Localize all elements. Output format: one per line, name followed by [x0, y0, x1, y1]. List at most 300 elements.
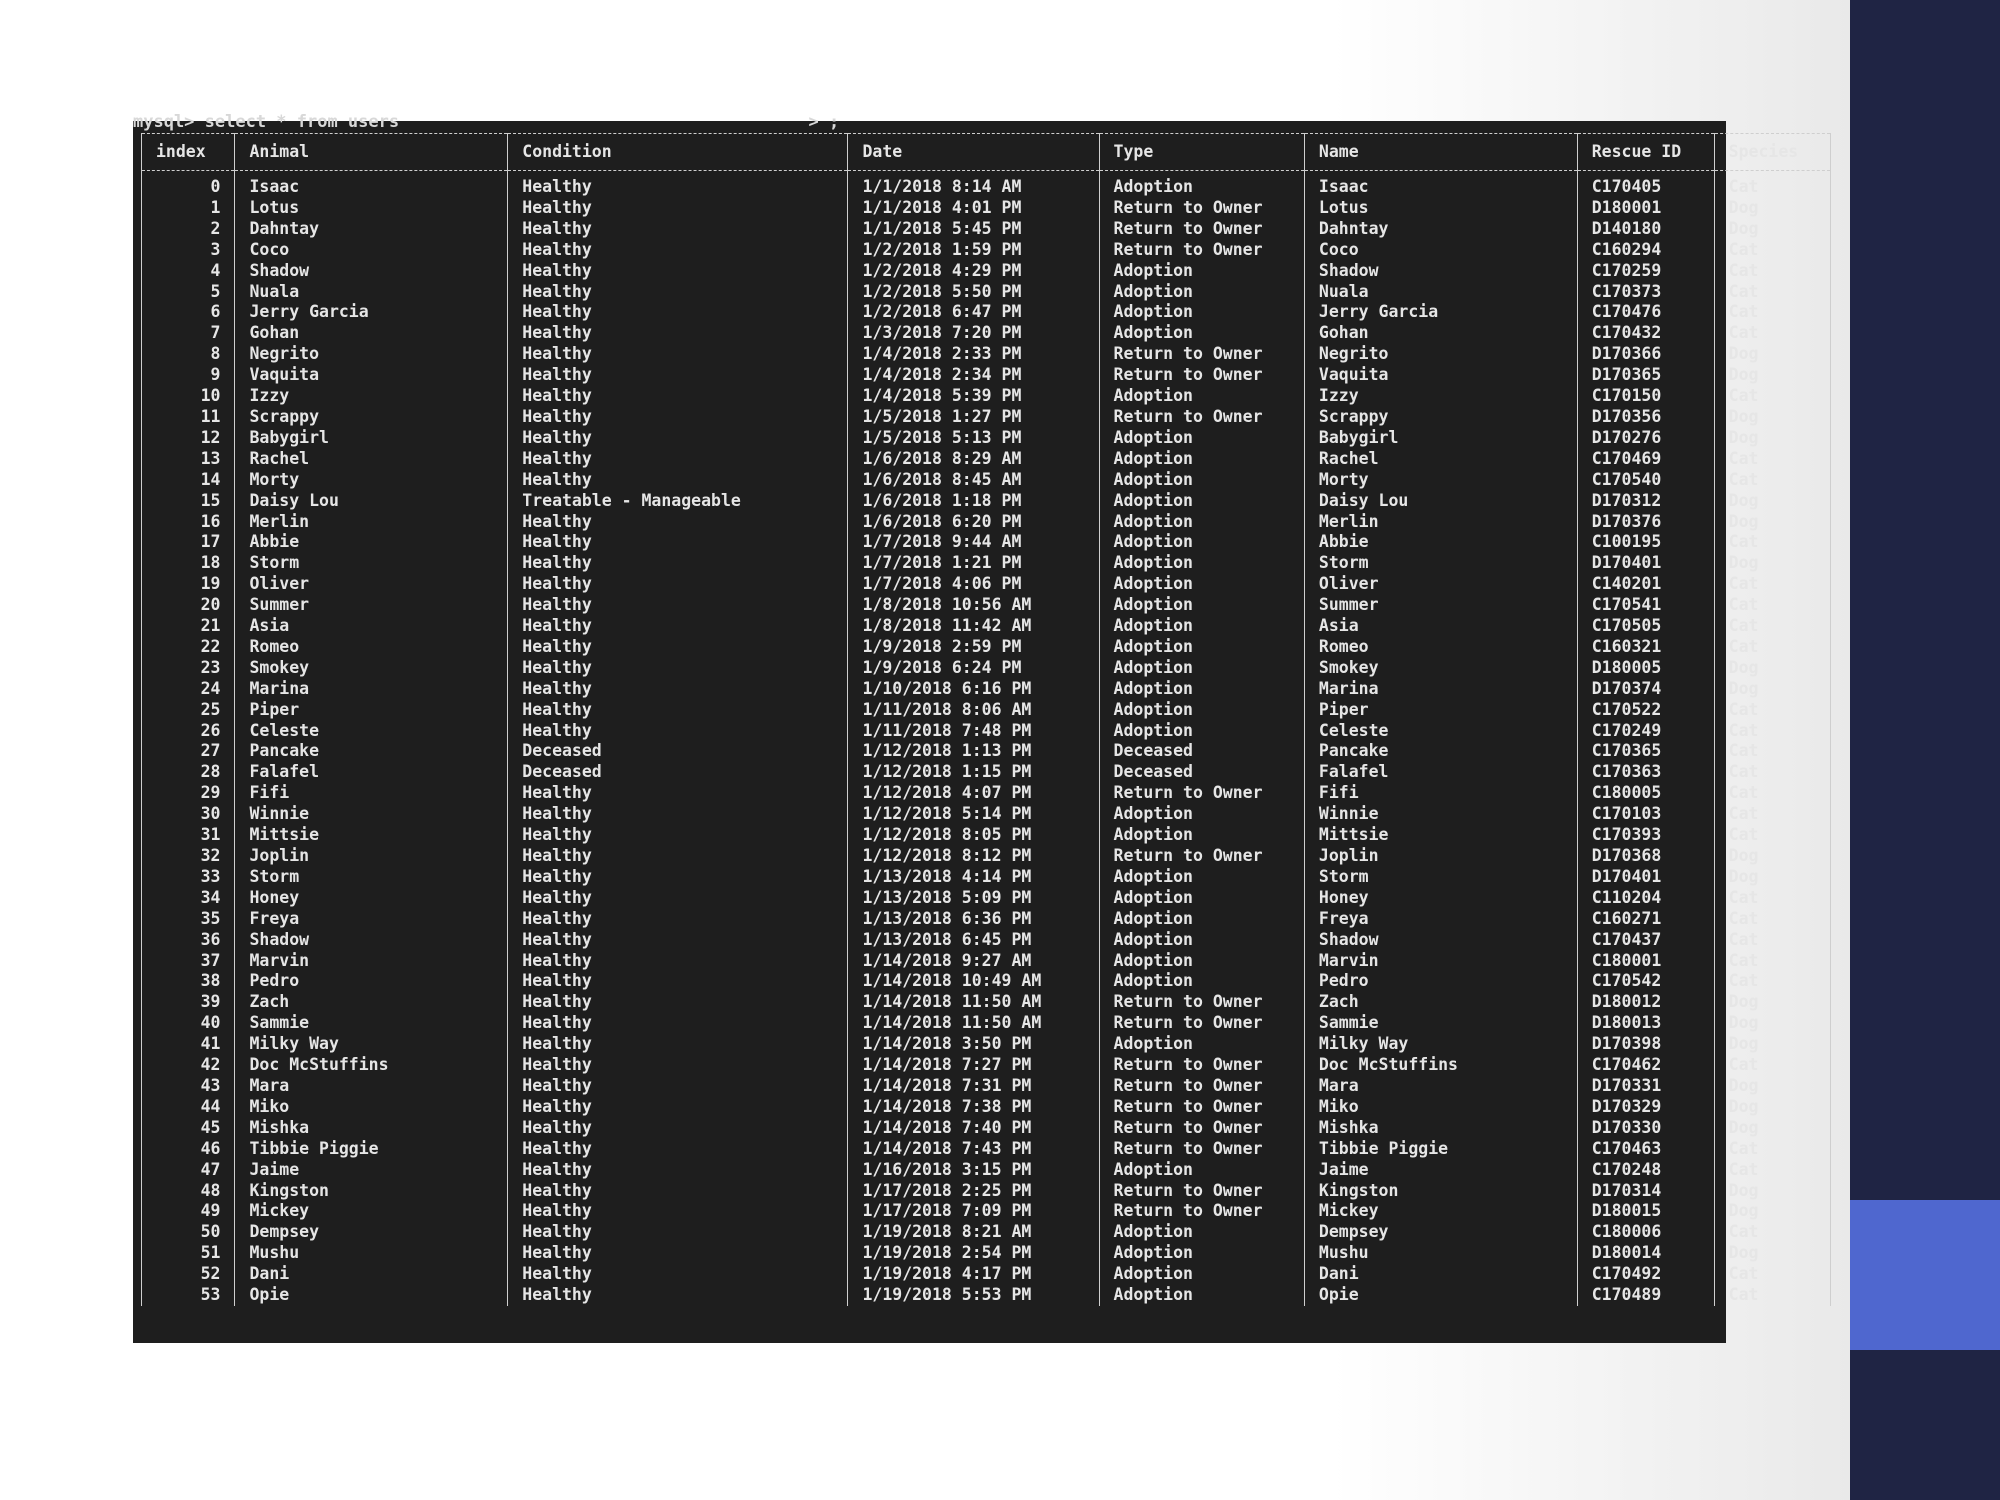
cell-animal: Gohan [235, 323, 508, 344]
cell-index: 46 [142, 1139, 235, 1160]
cell-condition: Healthy [508, 512, 848, 533]
cell-species: Cat [1714, 721, 1830, 742]
cell-condition: Healthy [508, 470, 848, 491]
cell-species: Cat [1714, 323, 1830, 344]
cell-rescue-id: C170432 [1577, 323, 1714, 344]
column-header-rescue-id: Rescue ID [1577, 134, 1714, 171]
cell-condition: Healthy [508, 323, 848, 344]
cell-index: 16 [142, 512, 235, 533]
cell-type: Adoption [1099, 888, 1304, 909]
cell-animal: Daisy Lou [235, 491, 508, 512]
cell-index: 1 [142, 198, 235, 219]
cell-animal: Vaquita [235, 365, 508, 386]
cell-animal: Summer [235, 595, 508, 616]
cell-type: Adoption [1099, 323, 1304, 344]
cell-index: 53 [142, 1285, 235, 1306]
cell-rescue-id: D170329 [1577, 1097, 1714, 1118]
cell-date: 1/4/2018 2:33 PM [848, 344, 1099, 365]
table-row [142, 741, 1831, 762]
table-row [142, 1013, 1831, 1034]
cell-rescue-id: C100195 [1577, 532, 1714, 553]
cell-condition: Healthy [508, 1139, 848, 1160]
cell-date: 1/17/2018 2:25 PM [848, 1181, 1099, 1202]
table-row [142, 971, 1831, 992]
cell-type: Adoption [1099, 512, 1304, 533]
cell-rescue-id: C170365 [1577, 741, 1714, 762]
cell-species: Cat [1714, 1139, 1830, 1160]
cell-rescue-id: C170462 [1577, 1055, 1714, 1076]
cell-rescue-id: C170363 [1577, 762, 1714, 783]
cell-name: Sammie [1304, 1013, 1577, 1034]
cell-condition: Healthy [508, 282, 848, 303]
cell-animal: Merlin [235, 512, 508, 533]
cell-name: Tibbie Piggie [1304, 1139, 1577, 1160]
table-row [142, 888, 1831, 909]
table-row [142, 951, 1831, 972]
cell-index: 2 [142, 219, 235, 240]
cell-index: 38 [142, 971, 235, 992]
cell-type: Adoption [1099, 951, 1304, 972]
cell-date: 1/13/2018 5:09 PM [848, 888, 1099, 909]
cell-species: Cat [1714, 951, 1830, 972]
cell-condition: Healthy [508, 302, 848, 323]
cell-name: Milky Way [1304, 1034, 1577, 1055]
cell-rescue-id: C170476 [1577, 302, 1714, 323]
cell-species: Cat [1714, 574, 1830, 595]
cell-name: Mishka [1304, 1118, 1577, 1139]
cell-type: Adoption [1099, 1034, 1304, 1055]
cell-date: 1/12/2018 5:14 PM [848, 804, 1099, 825]
cell-animal: Marvin [235, 951, 508, 972]
cell-animal: Dani [235, 1264, 508, 1285]
cell-type: Adoption [1099, 679, 1304, 700]
cell-name: Doc McStuffins [1304, 1055, 1577, 1076]
table-row [142, 198, 1831, 219]
cell-condition: Healthy [508, 1118, 848, 1139]
cell-name: Nuala [1304, 282, 1577, 303]
cell-type: Return to Owner [1099, 365, 1304, 386]
cell-index: 32 [142, 846, 235, 867]
cell-type: Adoption [1099, 1264, 1304, 1285]
cell-name: Mara [1304, 1076, 1577, 1097]
cell-type: Adoption [1099, 302, 1304, 323]
cell-index: 45 [142, 1118, 235, 1139]
sql-command-line: mysql> select * from users > ; [133, 112, 840, 132]
cell-name: Mushu [1304, 1243, 1577, 1264]
cell-animal: Freya [235, 909, 508, 930]
table-row [142, 1118, 1831, 1139]
cell-date: 1/11/2018 7:48 PM [848, 721, 1099, 742]
table-row [142, 219, 1831, 240]
cell-animal: Izzy [235, 386, 508, 407]
table-row [142, 553, 1831, 574]
cell-date: 1/1/2018 4:01 PM [848, 198, 1099, 219]
table-row [142, 282, 1831, 303]
cell-type: Deceased [1099, 741, 1304, 762]
cell-animal: Jaime [235, 1160, 508, 1181]
cell-species: Dog [1714, 491, 1830, 512]
cell-animal: Scrappy [235, 407, 508, 428]
cell-species: Cat [1714, 637, 1830, 658]
cell-animal: Kingston [235, 1181, 508, 1202]
cell-type: Adoption [1099, 470, 1304, 491]
cell-date: 1/14/2018 7:31 PM [848, 1076, 1099, 1097]
cell-species: Dog [1714, 365, 1830, 386]
cell-species: Dog [1714, 1013, 1830, 1034]
cell-date: 1/19/2018 8:21 AM [848, 1222, 1099, 1243]
cell-date: 1/19/2018 4:17 PM [848, 1264, 1099, 1285]
cell-animal: Pancake [235, 741, 508, 762]
cell-type: Return to Owner [1099, 240, 1304, 261]
table-row [142, 470, 1831, 491]
cell-name: Kingston [1304, 1181, 1577, 1202]
table-row [142, 240, 1831, 261]
cell-name: Falafel [1304, 762, 1577, 783]
cell-type: Adoption [1099, 700, 1304, 721]
table-row [142, 1201, 1831, 1222]
cell-animal: Dempsey [235, 1222, 508, 1243]
cell-species: Dog [1714, 992, 1830, 1013]
cell-index: 37 [142, 951, 235, 972]
cell-species: Dog [1714, 1076, 1830, 1097]
table-row [142, 762, 1831, 783]
cell-date: 1/3/2018 7:20 PM [848, 323, 1099, 344]
cell-condition: Healthy [508, 574, 848, 595]
cell-date: 1/13/2018 6:36 PM [848, 909, 1099, 930]
cell-animal: Falafel [235, 762, 508, 783]
cell-name: Marina [1304, 679, 1577, 700]
table-row [142, 1034, 1831, 1055]
cell-species: Cat [1714, 1222, 1830, 1243]
cell-index: 40 [142, 1013, 235, 1034]
table-row [142, 930, 1831, 951]
cell-rescue-id: C160294 [1577, 240, 1714, 261]
cell-type: Adoption [1099, 177, 1304, 198]
cell-condition: Healthy [508, 177, 848, 198]
cell-animal: Rachel [235, 449, 508, 470]
cell-name: Honey [1304, 888, 1577, 909]
cell-animal: Negrito [235, 344, 508, 365]
table-row [142, 428, 1831, 449]
cell-index: 7 [142, 323, 235, 344]
cell-species: Cat [1714, 282, 1830, 303]
cell-rescue-id: C170405 [1577, 177, 1714, 198]
cell-species: Cat [1714, 261, 1830, 282]
cell-index: 24 [142, 679, 235, 700]
cell-animal: Asia [235, 616, 508, 637]
cell-index: 18 [142, 553, 235, 574]
cell-type: Adoption [1099, 491, 1304, 512]
table-row [142, 825, 1831, 846]
cell-condition: Healthy [508, 532, 848, 553]
cell-rescue-id: C170463 [1577, 1139, 1714, 1160]
cell-type: Adoption [1099, 428, 1304, 449]
cell-type: Adoption [1099, 804, 1304, 825]
cell-type: Adoption [1099, 449, 1304, 470]
cell-index: 0 [142, 177, 235, 198]
cell-species: Cat [1714, 240, 1830, 261]
cell-type: Return to Owner [1099, 846, 1304, 867]
table-row [142, 700, 1831, 721]
cell-animal: Dahntay [235, 219, 508, 240]
cell-index: 47 [142, 1160, 235, 1181]
cell-species: Cat [1714, 825, 1830, 846]
cell-condition: Healthy [508, 1181, 848, 1202]
cell-type: Return to Owner [1099, 992, 1304, 1013]
cell-type: Return to Owner [1099, 1201, 1304, 1222]
cell-rescue-id: C170522 [1577, 700, 1714, 721]
cell-rescue-id: C170489 [1577, 1285, 1714, 1306]
cell-condition: Treatable - Manageable [508, 491, 848, 512]
cell-species: Dog [1714, 1118, 1830, 1139]
cell-name: Marvin [1304, 951, 1577, 972]
cell-species: Cat [1714, 595, 1830, 616]
cell-condition: Healthy [508, 992, 848, 1013]
cell-index: 19 [142, 574, 235, 595]
cell-species: Cat [1714, 971, 1830, 992]
table-header-row [142, 134, 1831, 171]
table-row [142, 846, 1831, 867]
cell-rescue-id: D170376 [1577, 512, 1714, 533]
cell-condition: Healthy [508, 365, 848, 386]
cell-type: Adoption [1099, 971, 1304, 992]
cell-type: Return to Owner [1099, 1055, 1304, 1076]
cell-rescue-id: D170330 [1577, 1118, 1714, 1139]
slide-side-accent [1850, 1200, 2000, 1350]
cell-rescue-id: C170437 [1577, 930, 1714, 951]
cell-species: Cat [1714, 909, 1830, 930]
cell-animal: Piper [235, 700, 508, 721]
cell-condition: Healthy [508, 909, 848, 930]
cell-animal: Fifi [235, 783, 508, 804]
cell-name: Piper [1304, 700, 1577, 721]
cell-index: 34 [142, 888, 235, 909]
cell-species: Dog [1714, 867, 1830, 888]
cell-name: Izzy [1304, 386, 1577, 407]
cell-name: Fifi [1304, 783, 1577, 804]
cell-date: 1/7/2018 9:44 AM [848, 532, 1099, 553]
cell-date: 1/14/2018 11:50 AM [848, 992, 1099, 1013]
cell-species: Dog [1714, 344, 1830, 365]
cell-name: Negrito [1304, 344, 1577, 365]
cell-index: 50 [142, 1222, 235, 1243]
cell-rescue-id: D170401 [1577, 867, 1714, 888]
cell-condition: Healthy [508, 1034, 848, 1055]
cell-species: Cat [1714, 177, 1830, 198]
cell-rescue-id: C170248 [1577, 1160, 1714, 1181]
cell-species: Dog [1714, 846, 1830, 867]
cell-index: 28 [142, 762, 235, 783]
cell-rescue-id: C170373 [1577, 282, 1714, 303]
cell-date: 1/1/2018 5:45 PM [848, 219, 1099, 240]
cell-index: 33 [142, 867, 235, 888]
cell-date: 1/12/2018 1:15 PM [848, 762, 1099, 783]
cell-type: Adoption [1099, 532, 1304, 553]
cell-type: Deceased [1099, 762, 1304, 783]
cell-type: Adoption [1099, 909, 1304, 930]
cell-index: 27 [142, 741, 235, 762]
cell-rescue-id: D170366 [1577, 344, 1714, 365]
cell-rescue-id: C170150 [1577, 386, 1714, 407]
cell-rescue-id: D170314 [1577, 1181, 1714, 1202]
cell-name: Morty [1304, 470, 1577, 491]
table-row [142, 804, 1831, 825]
cell-date: 1/6/2018 1:18 PM [848, 491, 1099, 512]
cell-date: 1/6/2018 8:45 AM [848, 470, 1099, 491]
cell-date: 1/9/2018 2:59 PM [848, 637, 1099, 658]
table-row [142, 386, 1831, 407]
cell-rescue-id: D140180 [1577, 219, 1714, 240]
cell-index: 6 [142, 302, 235, 323]
cell-index: 3 [142, 240, 235, 261]
table-row [142, 491, 1831, 512]
cell-type: Return to Owner [1099, 783, 1304, 804]
cell-rescue-id: D170401 [1577, 553, 1714, 574]
cell-date: 1/5/2018 5:13 PM [848, 428, 1099, 449]
table-row [142, 323, 1831, 344]
cell-name: Gohan [1304, 323, 1577, 344]
cell-condition: Healthy [508, 783, 848, 804]
cell-date: 1/10/2018 6:16 PM [848, 679, 1099, 700]
cell-rescue-id: C170103 [1577, 804, 1714, 825]
cell-index: 29 [142, 783, 235, 804]
cell-date: 1/13/2018 4:14 PM [848, 867, 1099, 888]
cell-rescue-id: C110204 [1577, 888, 1714, 909]
cell-rescue-id: C170505 [1577, 616, 1714, 637]
cell-animal: Shadow [235, 261, 508, 282]
cell-species: Dog [1714, 198, 1830, 219]
cell-rescue-id: D170312 [1577, 491, 1714, 512]
cell-rescue-id: C180006 [1577, 1222, 1714, 1243]
cell-condition: Healthy [508, 198, 848, 219]
table-row [142, 1160, 1831, 1181]
cell-date: 1/14/2018 7:38 PM [848, 1097, 1099, 1118]
cell-name: Merlin [1304, 512, 1577, 533]
cell-condition: Healthy [508, 553, 848, 574]
cell-name: Joplin [1304, 846, 1577, 867]
cell-date: 1/16/2018 3:15 PM [848, 1160, 1099, 1181]
cell-name: Jaime [1304, 1160, 1577, 1181]
cell-date: 1/14/2018 9:27 AM [848, 951, 1099, 972]
cell-type: Return to Owner [1099, 1139, 1304, 1160]
table-row [142, 177, 1831, 198]
table-row [142, 449, 1831, 470]
cell-name: Smokey [1304, 658, 1577, 679]
cell-type: Adoption [1099, 825, 1304, 846]
cell-species: Dog [1714, 1181, 1830, 1202]
cell-condition: Healthy [508, 804, 848, 825]
cell-species: Cat [1714, 532, 1830, 553]
cell-rescue-id: C160271 [1577, 909, 1714, 930]
cell-animal: Coco [235, 240, 508, 261]
cell-species: Cat [1714, 386, 1830, 407]
cell-species: Cat [1714, 1264, 1830, 1285]
cell-animal: Pedro [235, 971, 508, 992]
cell-rescue-id: D170276 [1577, 428, 1714, 449]
cell-name: Isaac [1304, 177, 1577, 198]
cell-condition: Healthy [508, 1160, 848, 1181]
cell-animal: Joplin [235, 846, 508, 867]
terminal-screenshot [133, 112, 1799, 1343]
cell-name: Pedro [1304, 971, 1577, 992]
cell-index: 41 [142, 1034, 235, 1055]
table-row [142, 721, 1831, 742]
cell-condition: Healthy [508, 240, 848, 261]
cell-date: 1/12/2018 8:05 PM [848, 825, 1099, 846]
cell-condition: Healthy [508, 219, 848, 240]
cell-species: Cat [1714, 1285, 1830, 1306]
cell-condition: Healthy [508, 1076, 848, 1097]
cell-type: Adoption [1099, 637, 1304, 658]
cell-condition: Healthy [508, 1264, 848, 1285]
cell-animal: Romeo [235, 637, 508, 658]
cell-condition: Healthy [508, 1097, 848, 1118]
cell-rescue-id: C170249 [1577, 721, 1714, 742]
cell-rescue-id: C170492 [1577, 1264, 1714, 1285]
cell-index: 51 [142, 1243, 235, 1264]
cell-condition: Healthy [508, 951, 848, 972]
cell-rescue-id: C170393 [1577, 825, 1714, 846]
cell-name: Winnie [1304, 804, 1577, 825]
cell-animal: Opie [235, 1285, 508, 1306]
cell-condition: Healthy [508, 700, 848, 721]
cell-species: Cat [1714, 762, 1830, 783]
cell-rescue-id: D170331 [1577, 1076, 1714, 1097]
cell-date: 1/2/2018 1:59 PM [848, 240, 1099, 261]
table-row [142, 1076, 1831, 1097]
cell-species: Dog [1714, 407, 1830, 428]
cell-date: 1/14/2018 7:40 PM [848, 1118, 1099, 1139]
cell-species: Dog [1714, 428, 1830, 449]
cell-rescue-id: C160321 [1577, 637, 1714, 658]
cell-index: 5 [142, 282, 235, 303]
cell-species: Dog [1714, 1201, 1830, 1222]
cell-index: 22 [142, 637, 235, 658]
cell-species: Cat [1714, 616, 1830, 637]
cell-condition: Healthy [508, 1055, 848, 1076]
cell-index: 12 [142, 428, 235, 449]
cell-index: 36 [142, 930, 235, 951]
cell-type: Adoption [1099, 553, 1304, 574]
cell-index: 49 [142, 1201, 235, 1222]
cell-animal: Storm [235, 553, 508, 574]
column-header-condition: Condition [508, 134, 848, 171]
cell-date: 1/2/2018 4:29 PM [848, 261, 1099, 282]
cell-type: Return to Owner [1099, 1097, 1304, 1118]
cell-name: Rachel [1304, 449, 1577, 470]
cell-name: Celeste [1304, 721, 1577, 742]
cell-type: Return to Owner [1099, 219, 1304, 240]
cell-condition: Healthy [508, 721, 848, 742]
cell-index: 21 [142, 616, 235, 637]
cell-type: Adoption [1099, 658, 1304, 679]
table-row [142, 407, 1831, 428]
cell-condition: Healthy [508, 846, 848, 867]
cell-name: Mickey [1304, 1201, 1577, 1222]
cell-species: Cat [1714, 741, 1830, 762]
cell-type: Adoption [1099, 386, 1304, 407]
cell-name: Vaquita [1304, 365, 1577, 386]
cell-condition: Healthy [508, 867, 848, 888]
cell-animal: Shadow [235, 930, 508, 951]
cell-index: 30 [142, 804, 235, 825]
table-row [142, 992, 1831, 1013]
cell-name: Zach [1304, 992, 1577, 1013]
cell-name: Shadow [1304, 930, 1577, 951]
cell-animal: Nuala [235, 282, 508, 303]
cell-index: 23 [142, 658, 235, 679]
cell-name: Oliver [1304, 574, 1577, 595]
